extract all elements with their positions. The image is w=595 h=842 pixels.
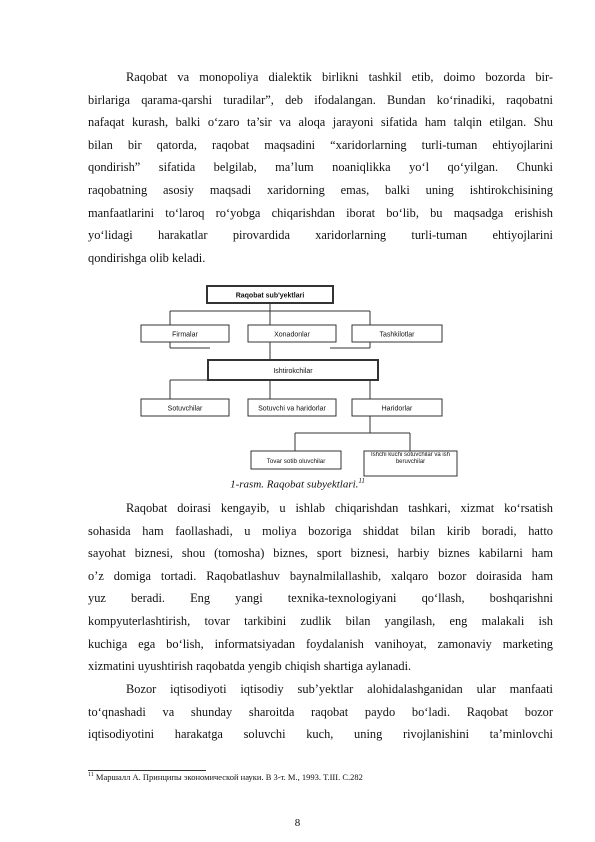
text-line: kuchiga ega bo‘lish, informatsiyadan foydalanish vanihoyat, zamonaviy marketing	[88, 636, 553, 651]
text-line: Raqobat va monopoliya dialektik birlikni tashkil etib, doimo bozorda bir-	[126, 70, 553, 84]
text-line: qondirish” sifatida belgilab, ma’lum noaniqlikka yo‘l qo‘yilgan. Chunki	[88, 160, 553, 175]
text-line: yo‘lidagi harakatlar pirovardida xaridorlarning turli-tuman ehtiyojlarini	[88, 228, 553, 243]
text-line: qondirishga olib keladi.	[88, 250, 206, 265]
text-line: o’z domiga tortadi. Raqobatlashuv baynalmilallashib, xalqaro bozor doirasida ham	[88, 568, 553, 583]
caption-text: 1-rasm. Raqobat subyektlari.	[230, 478, 359, 491]
text-line: bilan bir qatorda, raqobat maqsadini “xaridorlarning turli-tuman ehtiyojlarini	[88, 137, 553, 152]
diagram-node-text: Haridorlar	[381, 405, 413, 413]
text-line: kompyuterlashtirish, tovar tarkibini zudlik bilan yangilash, eng malakali ish	[88, 613, 553, 628]
text-line: xizmatini uyushtirish raqobatda yengib chiqish shartiga aylanadi.	[88, 659, 412, 674]
footnote-divider	[88, 770, 206, 771]
text-line: yuz beradi. Eng yangi texnika-texnologiyani qo‘llash, boshqarishni	[88, 591, 553, 606]
footnote-ref: 11	[358, 477, 365, 485]
text-line: nafaqat kurash, balki o‘zaro ta’sir va aloqa jarayoni sifatida ham talqin etilgan. Shu	[88, 115, 553, 130]
text-line: raqobatning asosiy maqsadi xaridorning emas, balki uning ishtirokchisining	[88, 182, 553, 197]
figure-caption	[0, 477, 595, 491]
text-line: Raqobat doirasi kengayib, u ishlab chiqarishdan tashkari, xizmat ko‘rsatish	[126, 501, 553, 515]
paragraph-intro	[88, 66, 553, 269]
text-line: to‘qnashadi va shunday sharoitda raqobat paydo bo‘ladi. Raqobat bozor	[88, 704, 553, 719]
diagram-node-text: Tashkilotlar	[379, 331, 415, 339]
paragraph-market-economy	[88, 678, 553, 746]
diagram-node-text: Ishtirokchilar	[273, 368, 313, 375]
footnote-text: Маршалл А. Принципы экономической науки. В 3-т. М., 1993. Т.III. С.282	[95, 772, 363, 782]
diagram-node-text: Firmalar	[172, 331, 198, 339]
text-line: Bozor iqtisodiyoti iqtisodiy sub’yektlar alohidalashganidan ular manfaati	[126, 682, 553, 696]
diagram-node-text: Ishchi kuchi sotuvchilar va ish beruvchilar	[370, 452, 451, 465]
diagram-node-text: Sotuvchi va haridorlar	[258, 405, 326, 413]
diagram-title-text: Raqobat sub'yektlari	[235, 292, 305, 300]
diagram-node-text: Tovar sotib oluvchilar	[266, 458, 326, 465]
footnote-number: 11	[88, 772, 94, 779]
diagram-node-text: Sotuvchilar	[167, 405, 203, 413]
text-line: manfaatlarini to‘laroq ro‘yobga chiqarishdan iborat bo‘lib, bu maqsadga erishish	[88, 205, 553, 220]
text-line: iqtisodiyotini harakatga soluvchi kuch, uning rivojlanishini ta’minlovchi	[88, 727, 553, 742]
paragraph-competition-scope	[88, 497, 553, 678]
text-line: sohasida ham faollashadi, u moliya bozoriga shiddat bilan kirib boradi, hatto	[88, 523, 553, 538]
footnote	[88, 772, 363, 782]
diagram-node-text: Xonadonlar	[274, 331, 310, 339]
competition-subjects-diagram	[140, 285, 460, 477]
text-line: sayohat biznesi, shou (tomosha) biznes, sport biznesi, harbiy biznes kabilarni ham	[88, 546, 553, 561]
page-number: 8	[294, 817, 301, 829]
text-line: birlariga qarama-qarshi turadilar”, deb ifodalangan. Bundan ko‘rinadiki, raqobatni	[88, 92, 553, 107]
